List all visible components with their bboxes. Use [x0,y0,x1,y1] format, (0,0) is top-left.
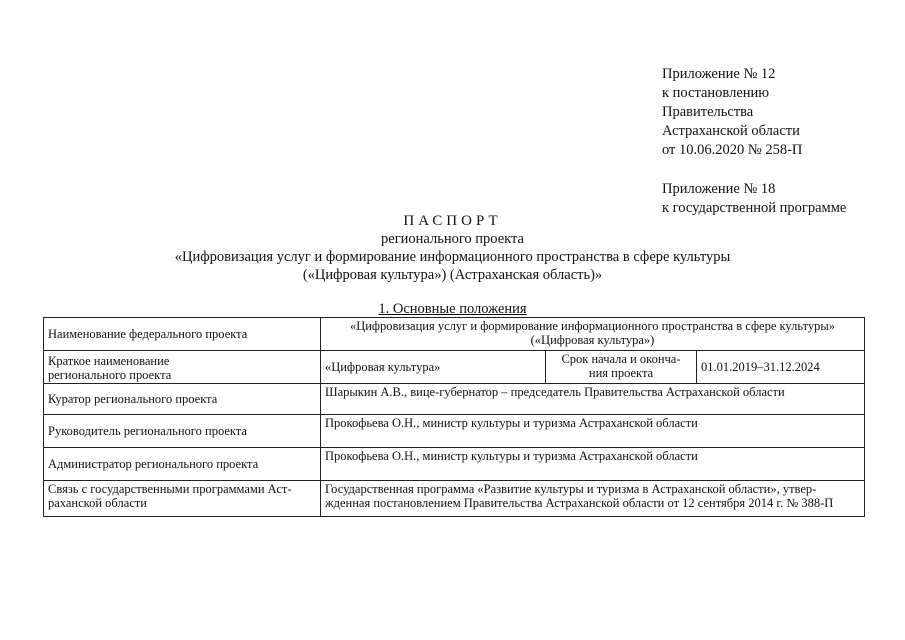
curator-label: Куратор регионального проекта [44,384,321,415]
table-row-administrator [44,448,865,481]
appendix-12-line2: к постановлению [662,85,770,101]
short-name-value: «Цифровая культура» [321,351,546,384]
table-row-federal-project [44,318,865,351]
administrator-value: Прокофьева О.Н., министр культуры и туризма Астраханской области [321,448,865,481]
project-period-label-line1: Срок начала и оконча- [561,352,681,366]
table-row-head [44,415,865,448]
federal-project-value-line2: («Цифровая культура») [530,333,655,347]
project-name-line1: «Цифровизация услуг и формирование информационного пространства в сфере культуры [174,249,731,265]
appendix-12-line5: от 10.06.2020 № 258-П [662,142,803,158]
project-period-label [546,351,697,384]
table-row-short-name [44,351,865,384]
appendix-18-line2: к государственной программе [662,200,847,216]
short-name-label-line1: Краткое наименование [48,354,170,368]
project-name-line2: («Цифровая культура») (Астраханская область)» [302,267,603,283]
short-name-label [44,351,321,384]
appendix-12-block [662,65,802,160]
project-period-label-line2: ния проекта [588,366,654,380]
head-value: Прокофьева О.Н., министр культуры и туризма Астраханской области [321,415,865,448]
document-title: ПАСПОРТ [403,213,502,229]
program-link-value [321,481,865,517]
table-row-program-link [44,481,865,517]
federal-project-value-line1: «Цифровизация услуг и формирование информационного пространства в сфере культуры» [349,319,836,333]
curator-value: Шарыкин А.В., вице-губернатор – председатель Правительства Астраханской области [321,384,865,415]
program-link-label-line2: раханской области [48,496,147,510]
main-provisions-table [43,317,865,517]
appendix-18-line1: Приложение № 18 [662,181,776,197]
program-link-label [44,481,321,517]
section-title-text: 1. Основные положения [378,301,527,317]
table-row-curator [44,384,865,415]
program-link-value-line1: Государственная программа «Развитие культуры и туризма в Астраханской области», утвер- [325,482,817,496]
short-name-label-line2: регионального проекта [48,368,172,382]
head-label: Руководитель регионального проекта [44,415,321,448]
federal-project-value [321,318,865,351]
section-title [0,301,905,318]
program-link-value-line2: жденная постановлением Правительства Астраханской области от 12 сентября 2014 г. № 388-П [325,496,834,510]
project-period-value: 01.01.2019–31.12.2024 [697,351,865,384]
appendix-12-line3: Правительства [662,104,754,120]
federal-project-label: Наименование федерального проекта [44,318,321,351]
appendix-12-line1: Приложение № 12 [662,66,776,82]
document-subtitle: регионального проекта [381,231,524,247]
administrator-label: Администратор регионального проекта [44,448,321,481]
program-link-label-line1: Связь с государственными программами Аст- [48,482,292,496]
appendix-12-line4: Астраханской области [662,123,800,139]
